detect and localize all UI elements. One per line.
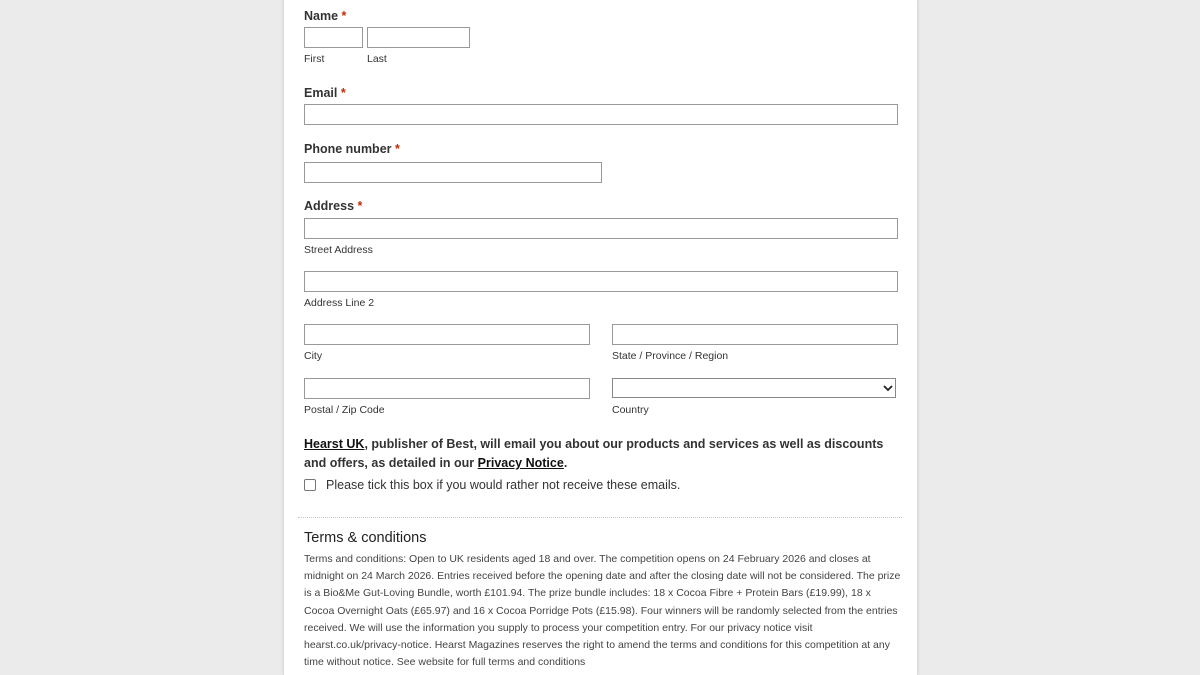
section-divider — [298, 517, 902, 518]
required-marker: * — [395, 142, 400, 156]
privacy-notice-link[interactable]: Privacy Notice — [477, 456, 564, 470]
terms-text: Terms and conditions: Open to UK residents aged 18 and over. The competition opens on 24 February 2026 and closes at midnight on 24 March 2026. Entries received before the opening date and after the closing date will not be considered. The prize is a Bio&Me Gut-Loving Bundle, worth £101.94. The prize bundle includes: 18 x Cocoa Fibre + Protein Bars (£19.99), 18 x Cocoa Overnight Oats (£65.97) and 16 x Cocoa Porridge Pots (£15.98). Four winners will be randomly selected from the entries received. We will use the information you supply to process your competition entry. For our privacy notice visit hearst.co.uk/privacy-notice. Hearst Magazines reserves the right to amend the terms and conditions for this competition at any time without notice. See website for full terms and conditions — [304, 553, 901, 669]
state-sublabel: State / Province / Region — [612, 350, 729, 362]
address-line2-input[interactable] — [304, 271, 898, 292]
city-sublabel: City — [304, 350, 323, 362]
postal-code-input[interactable] — [304, 378, 590, 399]
email-optout-checkbox[interactable] — [304, 479, 316, 491]
entry-form-panel — [283, 0, 918, 675]
required-marker: * — [340, 86, 346, 100]
required-marker: * — [341, 9, 347, 23]
email-optout-label[interactable]: Please tick this box if you would rather not receive these emails. — [326, 478, 681, 492]
postal-code-sublabel: Postal / Zip Code — [304, 404, 385, 416]
email-label: Email * — [304, 86, 346, 100]
address-line2-sublabel: Address Line 2 — [304, 297, 375, 309]
country-select[interactable] — [612, 378, 896, 398]
address-label: Address * — [304, 199, 363, 213]
street-address-input[interactable] — [304, 218, 898, 239]
phone-label: Phone number * — [304, 142, 400, 156]
city-input[interactable] — [304, 324, 590, 345]
marketing-consent-text: Hearst UK, publisher of Best, will email you about our products and services as well as discounts and offers, as detailed in our Privacy Notice. — [304, 437, 884, 470]
name-label: Name * — [304, 9, 347, 23]
hearst-uk-link[interactable]: Hearst UK — [304, 437, 365, 451]
state-input[interactable] — [612, 324, 898, 345]
phone-input[interactable] — [304, 162, 602, 183]
last-name-sublabel: Last — [367, 53, 387, 65]
terms-title: Terms & conditions — [304, 530, 427, 546]
email-input[interactable] — [304, 104, 898, 125]
first-name-input[interactable] — [304, 27, 363, 48]
street-address-sublabel: Street Address — [304, 244, 373, 256]
required-marker: * — [357, 199, 363, 213]
last-name-input[interactable] — [367, 27, 470, 48]
first-name-sublabel: First — [304, 53, 325, 65]
country-sublabel: Country — [612, 404, 649, 416]
